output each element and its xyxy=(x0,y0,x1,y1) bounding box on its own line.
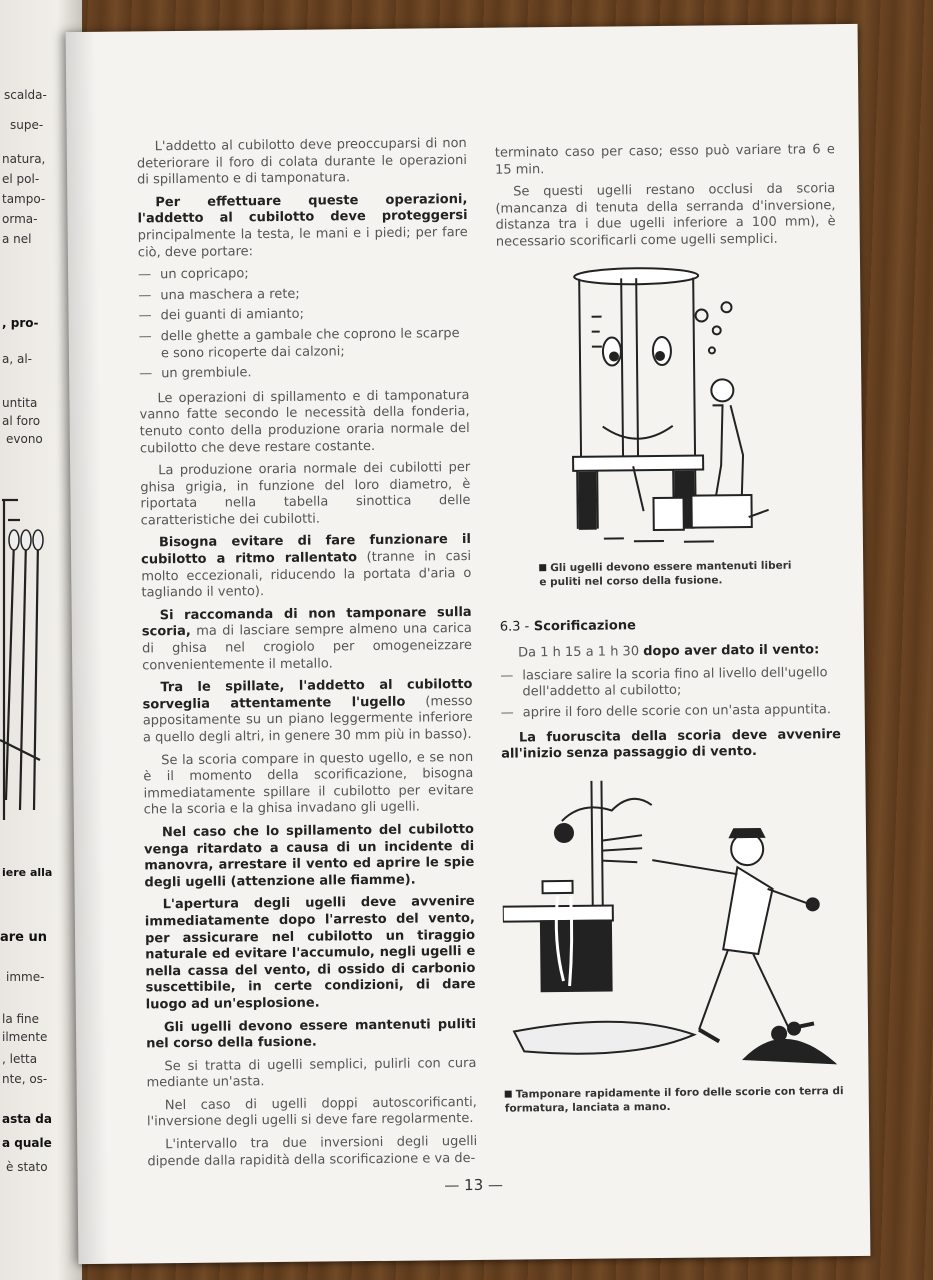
paragraph: Se questi ugelli restano occlusi da scoria (mancanza di tenuta della serranda d'inversione, distanza tra i due ugelli inferiore a 100 mm), è necessario scorificarli come ugelli semplici. xyxy=(495,181,836,250)
paragraph: Se la scoria compare in questo ugello, e se non è il momento della scorificazione, bisogna immediatamente spillare il cubilotto per evitare che la scoria e la ghisa invadano gli ugelli. xyxy=(143,749,474,818)
list-item: — dei guanti di amianto; xyxy=(138,305,468,325)
paragraph: La produzione oraria normale dei cubilotti per ghisa grigia, in funzione del loro diametro, è riportata nella tabella sinottica delle caratteristiche dei cubilotti. xyxy=(140,460,471,529)
paragraph: La fuoruscita della scoria deve avvenire all'inizio senza passaggio di vento. xyxy=(501,726,842,762)
list-item: — un grembiule. xyxy=(139,363,469,383)
left-fragment: natura, xyxy=(2,152,46,166)
illustration-caption: Tamponare rapidamente il foro delle scorie con terra di formatura, lanciata a mano. xyxy=(504,1084,844,1115)
left-fragment: , letta xyxy=(2,1052,38,1066)
illustration-caption: Gli ugelli devono essere mantenuti liberi e puliti nel corso della fusione. xyxy=(539,559,792,588)
left-page-drawing xyxy=(0,490,60,830)
list-item: — un copricapo; xyxy=(138,264,468,284)
left-fragment: imme- xyxy=(6,970,45,984)
paragraph: Le operazioni di spillamento e di tamponatura vanno fatte secondo le necessità della fonderia, tenuto conto della produzione oraria normale del cubilotto che deve restare costante. xyxy=(139,387,470,456)
book-page xyxy=(66,24,871,1264)
left-column xyxy=(137,136,478,1177)
left-fragment: a, al- xyxy=(2,352,32,366)
page-number: — 13 — xyxy=(444,1175,504,1195)
left-fragment: è stato xyxy=(6,1160,48,1174)
paragraph: Bisogna evitare di fare funzionare il cubilotto a ritmo rallentato (tranne in casi molto eccezionali, riducendo la portata d'aria o tagliando il vento). xyxy=(141,532,472,601)
left-fragment: ilmente xyxy=(2,1030,48,1044)
paragraph: Se si tratta di ugelli semplici, pulirli con cura mediante un'asta. xyxy=(146,1055,477,1091)
cupola-cartoon-illustration xyxy=(561,254,774,556)
paragraph: Si raccomanda di non tamponare sulla scoria, ma di lasciare sempre almeno una carica di ghisa nel crogiolo per omogeneizzare convenientemente il metallo. xyxy=(141,604,473,674)
list-item: — lasciare salire la scoria fino al livello dell'ugello dell'addetto al cubilotto; xyxy=(500,665,840,702)
left-fragment: untita xyxy=(2,396,38,410)
right-column xyxy=(495,142,845,1115)
paragraph: L'addetto al cubilotto deve preoccuparsi di non deteriorare il foro di colata durante le operazioni di spillamento e di tamponatura. xyxy=(136,135,468,188)
left-fragment: orma- xyxy=(2,212,38,226)
left-fragment: a nel xyxy=(2,232,32,246)
scorification-steps-list xyxy=(500,665,841,722)
paragraph: Nel caso di ugelli doppi autoscorificanti, l'inversione degli ugelli si deve fare regolarmente. xyxy=(146,1094,477,1130)
paragraph: L'apertura degli ugelli deve avvenire immediatamente dopo l'arresto del vento, per assicurare nel cubilotto un tiraggio naturale ed evitare l'accumulo, negli ugelli e nella cassa del vento, di ossido di carbonio suscettibile, in certe condizioni, di dare luogo ad un'esplosione. xyxy=(144,894,476,1013)
left-fragment: asta da xyxy=(2,1112,52,1126)
worker-throwing-clay-illustration xyxy=(501,778,844,1082)
paragraph: Per effettuare queste operazioni, l'addetto al cubilotto deve proteggersi principalmente la testa, le mani e i piedi; per fare ciò, deve portare: xyxy=(137,191,468,260)
left-fragment: iere alla xyxy=(2,866,53,879)
list-item: — aprire il foro delle scorie con un'asta appuntita. xyxy=(501,702,841,722)
left-fragment: scalda- xyxy=(4,88,47,102)
left-fragment: la fine xyxy=(2,1012,40,1026)
protective-equipment-list xyxy=(138,264,469,383)
paragraph: L'intervallo tra due inversioni degli ugelli dipende dalla rapidità della scorificazione e va de- xyxy=(147,1133,478,1170)
paragraph: Nel caso che lo spillamento del cubilotto venga ritardato a causa di un incidente di manovra, arrestare il vento ed aprire le spie degli ugelli (attenzione alle fiamme). xyxy=(144,821,475,891)
paragraph: Tra le spillate, l'addetto al cubilotto sorveglia attentamente l'ugello (messo appositamente su un piano leggermente inferiore a quello degli altri, in genere 30 mm più in basso). xyxy=(142,677,473,746)
left-fragment: evono xyxy=(6,432,43,446)
left-fragment: al foro xyxy=(2,414,41,428)
left-fragment: are un xyxy=(0,930,48,945)
paragraph: Da 1 h 15 a 1 h 30 dopo aver dato il vento: xyxy=(518,642,820,661)
left-fragment: , pro- xyxy=(2,316,39,330)
paragraph: Gli ugelli devono essere mantenuti puliti nel corso della fusione. xyxy=(146,1016,477,1052)
left-fragment: nte, os- xyxy=(2,1072,48,1086)
left-fragment: el pol- xyxy=(2,172,40,186)
section-heading: 6.3 - Scorificazione xyxy=(499,617,636,635)
paragraph: terminato caso per caso; esso può variare tra 6 e 15 min. xyxy=(494,142,835,178)
left-fragment: supe- xyxy=(10,118,44,132)
left-fragment: a quale xyxy=(2,1136,52,1150)
left-fragment: tampo- xyxy=(2,192,46,206)
list-item: — delle ghette a gambale che coprono le scarpe e sono ricoperte dai calzoni; xyxy=(139,326,469,363)
list-item: — una maschera a rete; xyxy=(138,285,468,305)
